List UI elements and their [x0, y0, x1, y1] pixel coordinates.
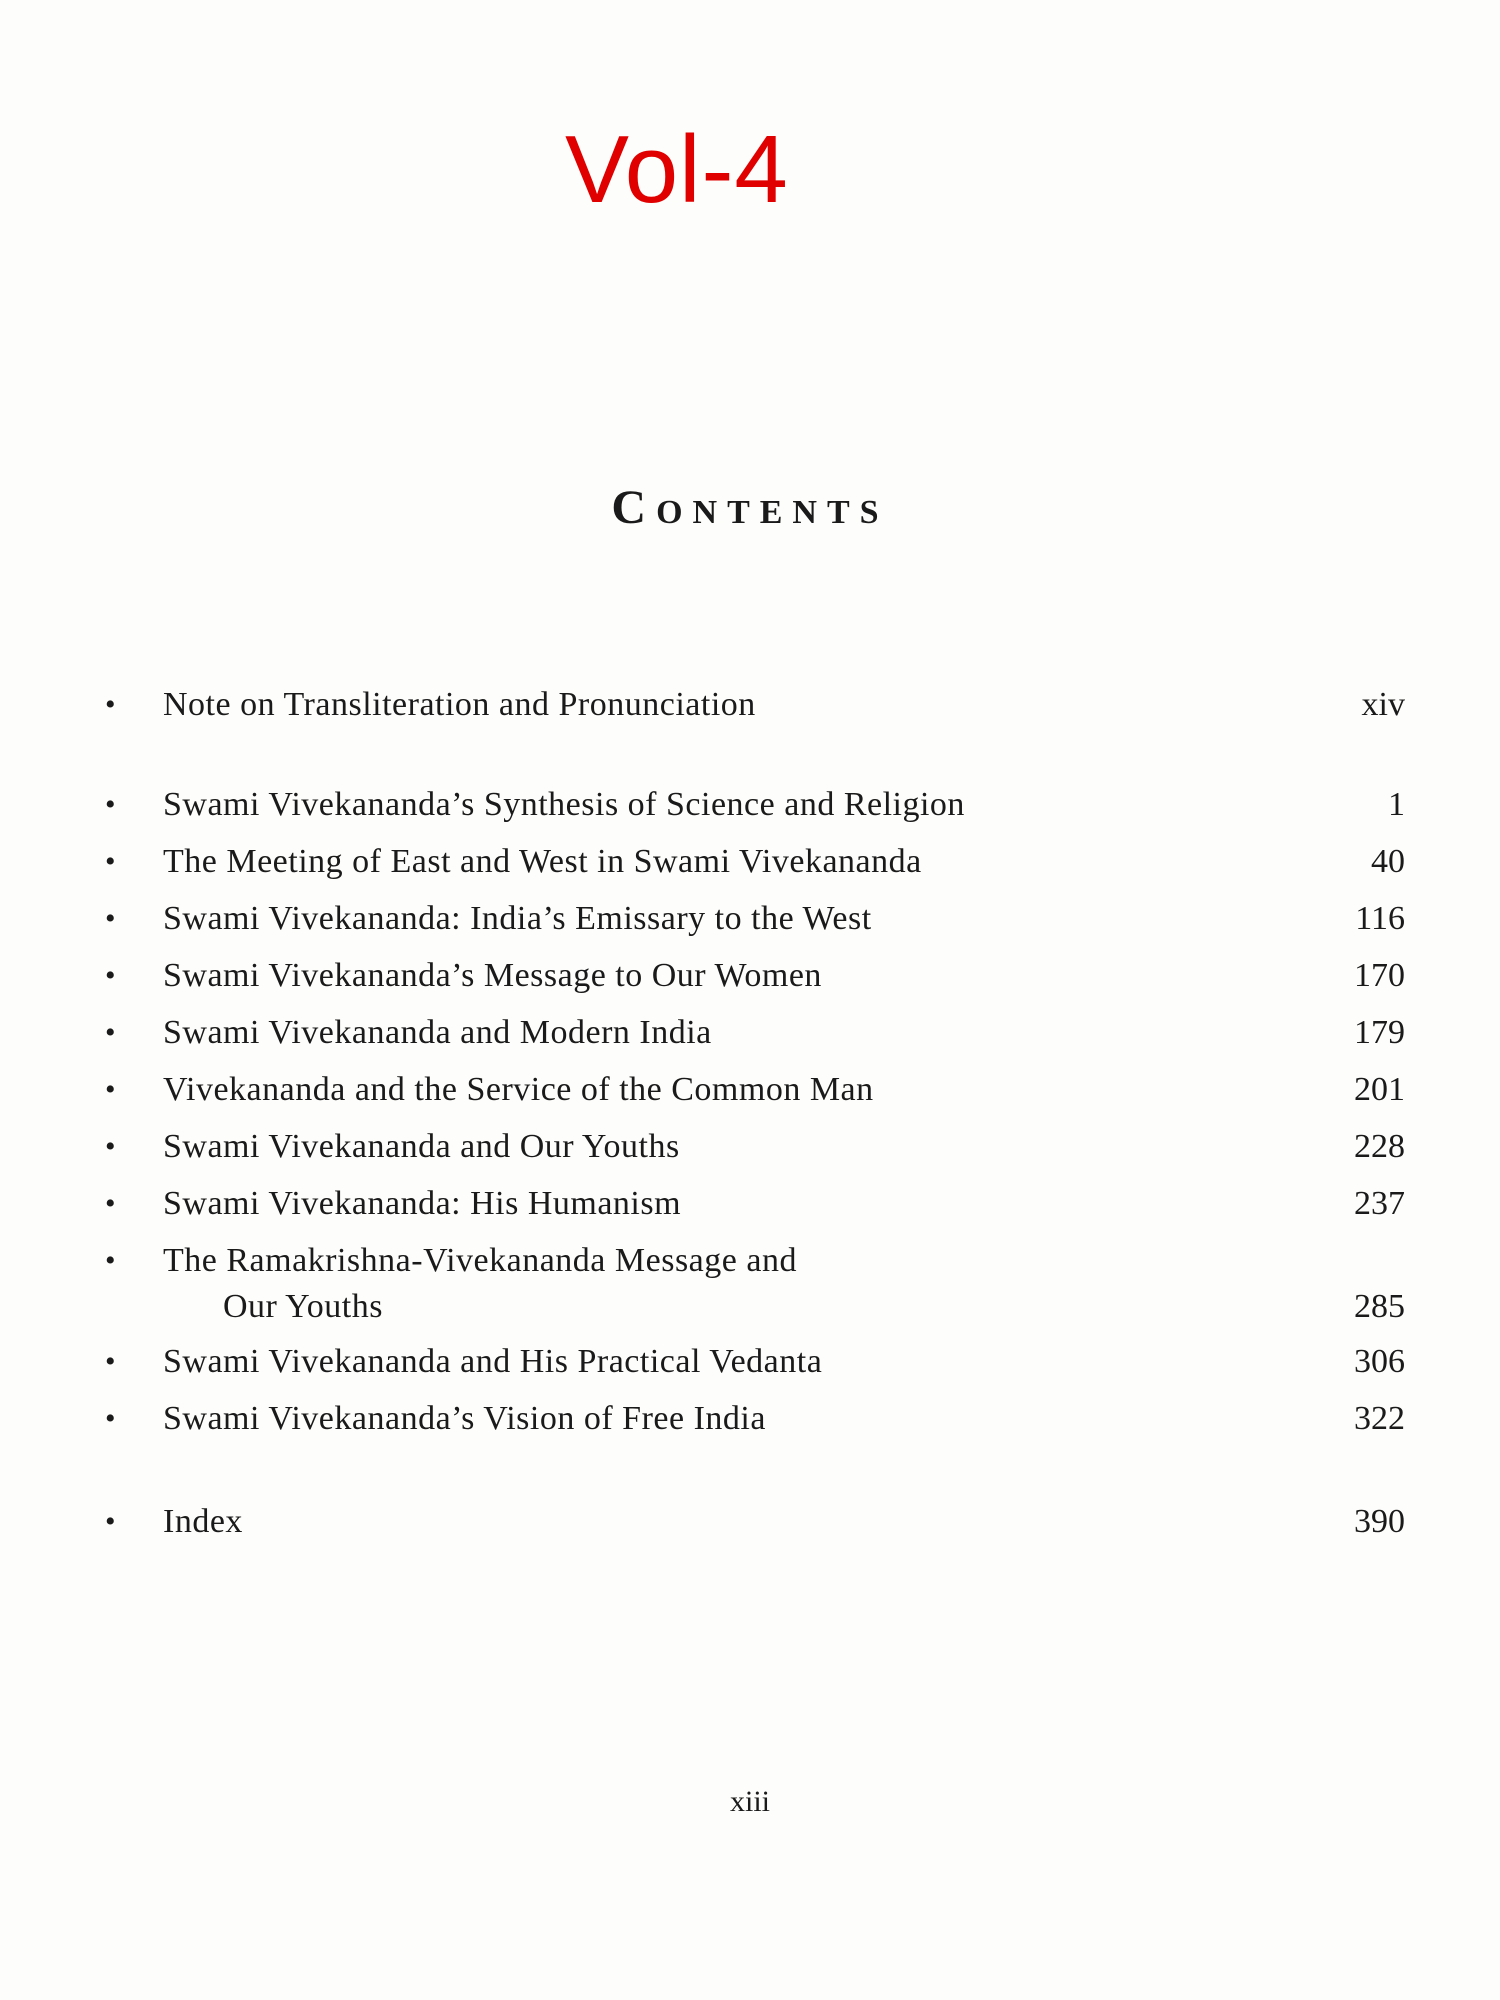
toc-entry-page: 285: [1354, 1288, 1405, 1325]
toc-entry-page: 179: [1354, 1014, 1405, 1051]
bullet-icon: •: [105, 688, 116, 721]
toc-entry-title-continued: Our Youths: [223, 1288, 383, 1325]
bullet-icon: •: [105, 1402, 116, 1435]
toc-entry-page: 201: [1354, 1071, 1405, 1108]
bullet-icon: •: [105, 1345, 116, 1378]
toc-entry-title: The Meeting of East and West in Swami Vivekananda: [163, 843, 922, 880]
toc-entry-page: 1: [1388, 786, 1405, 823]
bullet-icon: •: [105, 1130, 116, 1163]
toc-entry-title: Index: [163, 1503, 243, 1540]
toc-entry-title: Swami Vivekananda’s Synthesis of Science and Religion: [163, 786, 965, 823]
volume-annotation: Vol-4: [565, 116, 789, 223]
toc-entry-title: Swami Vivekananda and Our Youths: [163, 1128, 680, 1165]
toc-entry-page: 306: [1354, 1343, 1405, 1380]
bullet-icon: •: [105, 788, 116, 821]
toc-entry-title: The Ramakrishna-Vivekananda Message and: [163, 1242, 797, 1279]
toc-entry-title: Vivekananda and the Service of the Common Man: [163, 1071, 874, 1108]
toc-entry-page: xiv: [1361, 686, 1405, 723]
contents-heading: Contents: [611, 481, 889, 534]
toc-entry-page: 40: [1371, 843, 1405, 880]
toc-entry-page: 170: [1354, 957, 1405, 994]
toc-entry-page: 322: [1354, 1400, 1405, 1437]
bullet-icon: •: [105, 1187, 116, 1220]
toc-entry-title: Swami Vivekananda and His Practical Vedanta: [163, 1343, 823, 1380]
bullet-icon: •: [105, 845, 116, 878]
bullet-icon: •: [105, 1505, 116, 1538]
toc-entry-title: Swami Vivekananda’s Message to Our Women: [163, 957, 822, 994]
bullet-icon: •: [105, 1073, 116, 1106]
page-number-folio: xiii: [729, 1785, 770, 1818]
toc-entry-page: 390: [1354, 1503, 1405, 1540]
toc-entry-page: 228: [1354, 1128, 1405, 1165]
toc-entry-title: Swami Vivekananda and Modern India: [163, 1014, 712, 1051]
toc-entry-page: 237: [1354, 1185, 1405, 1222]
bullet-icon: •: [105, 959, 116, 992]
toc-entry-page: 116: [1355, 900, 1405, 937]
toc-entry-title: Swami Vivekananda: India’s Emissary to the West: [163, 900, 872, 937]
bullet-icon: •: [105, 902, 116, 935]
bullet-icon: •: [105, 1016, 116, 1049]
bullet-icon: •: [105, 1244, 116, 1277]
toc-entry-title: Swami Vivekananda: His Humanism: [163, 1185, 682, 1222]
toc-entry-title: Note on Transliteration and Pronunciation: [163, 686, 756, 723]
toc-entry-title: Swami Vivekananda’s Vision of Free India: [163, 1400, 766, 1437]
